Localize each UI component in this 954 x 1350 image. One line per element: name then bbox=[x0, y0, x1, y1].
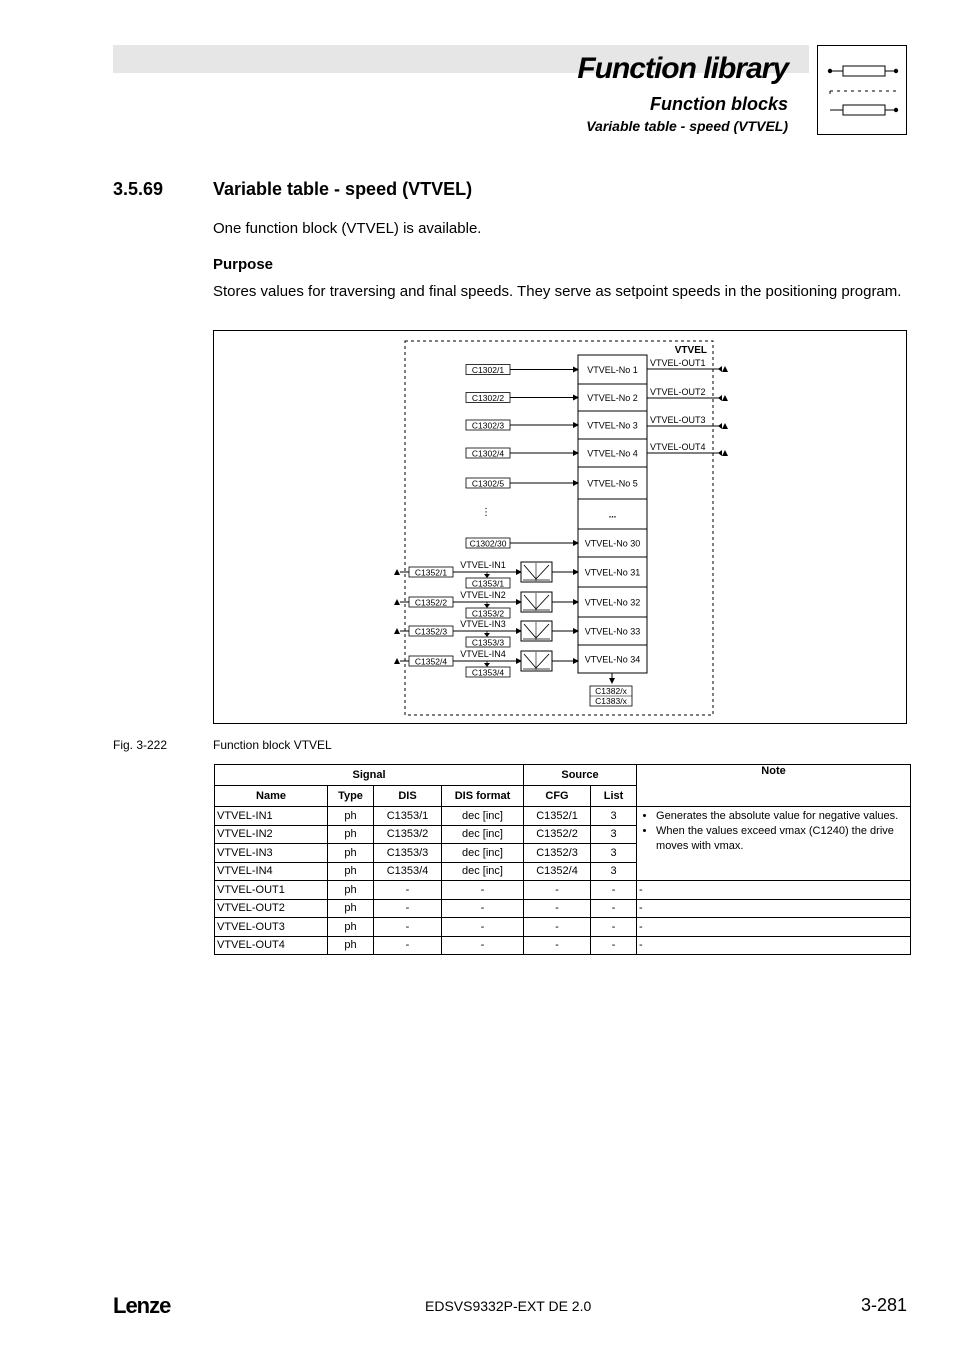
fb-name: VTVEL bbox=[674, 345, 707, 356]
col-dis: DIS bbox=[374, 786, 442, 807]
input-name: VTVEL-IN2 bbox=[460, 590, 506, 600]
table-row-label: VTVEL-No 30 bbox=[584, 538, 641, 549]
code-label: C1302/3 bbox=[471, 420, 505, 431]
input-triangle-icon bbox=[394, 658, 400, 664]
output-arrow-icon bbox=[718, 450, 722, 456]
code-label: C1302/2 bbox=[471, 393, 505, 403]
dis-arrow-icon bbox=[484, 633, 490, 637]
cfg-label: C1352/3 bbox=[414, 626, 448, 637]
header-note: Note bbox=[637, 765, 911, 807]
intro-text: One function block (VTVEL) is available. bbox=[213, 220, 482, 237]
output-arrow-icon bbox=[718, 395, 722, 401]
bottom-code-label: C1382/x bbox=[595, 686, 627, 696]
table-row-label: VTVEL-No 1 bbox=[587, 365, 638, 375]
input-name: VTVEL-IN3 bbox=[460, 619, 506, 629]
table-row-label: VTVEL-No 34 bbox=[584, 654, 641, 665]
figure-number: Fig. 3-222 bbox=[113, 738, 168, 752]
table-row-label: VTVEL-No 5 bbox=[587, 478, 638, 489]
section-title: Variable table - speed (VTVEL) bbox=[213, 179, 473, 199]
table-row: VTVEL-IN3 ph C1353/3 dec [inc] C1352/3 3 bbox=[215, 844, 911, 863]
vtvel-diagram bbox=[214, 331, 906, 723]
table-row: VTVEL-IN4 ph C1353/4 dec [inc] C1352/4 3 bbox=[215, 862, 911, 881]
dis-arrow-icon bbox=[484, 574, 490, 578]
dis-label: C1353/2 bbox=[471, 608, 505, 619]
output-triangle-icon bbox=[722, 395, 728, 401]
page-title: Function library bbox=[577, 52, 788, 85]
purpose-text: Stores values for traversing and final speeds. They serve as setpoint speeds in the positioning program. bbox=[213, 283, 902, 300]
dis-arrow-icon bbox=[484, 604, 490, 608]
output-triangle-icon bbox=[722, 450, 728, 456]
table-row: VTVEL-OUT4 ph - - - - - bbox=[215, 936, 911, 955]
function-block-icon bbox=[817, 45, 907, 135]
table-row-label: VTVEL-No 2 bbox=[587, 393, 638, 403]
section-number: 3.5.69 bbox=[113, 179, 164, 199]
output-triangle-icon bbox=[722, 423, 728, 429]
header-source: Source bbox=[524, 765, 637, 786]
table-row: VTVEL-OUT3 ph - - - - - bbox=[215, 918, 911, 937]
col-type: Type bbox=[328, 786, 374, 807]
signal-table bbox=[214, 764, 911, 955]
figure-frame bbox=[213, 330, 907, 724]
input-name: VTVEL-IN1 bbox=[460, 560, 506, 570]
document-id: EDSVS9332P-EXT DE 2.0 bbox=[425, 1298, 592, 1314]
col-name: Name bbox=[215, 786, 328, 807]
input-triangle-icon bbox=[394, 569, 400, 575]
table-row-label: VTVEL-No 3 bbox=[587, 420, 638, 431]
table-row-label: VTVEL-No 33 bbox=[584, 626, 641, 637]
table-row: VTVEL-IN2 ph C1353/2 dec [inc] C1352/2 3 bbox=[215, 825, 911, 844]
output-label: VTVEL-OUT2 bbox=[650, 387, 706, 397]
vertical-ellipsis: ⋮ bbox=[481, 507, 491, 518]
page-number: 3-281 bbox=[860, 1295, 907, 1315]
purpose-heading: Purpose bbox=[213, 256, 274, 273]
dis-label: C1353/3 bbox=[471, 637, 505, 648]
table-row: VTVEL-OUT1 ph - - - - - bbox=[215, 881, 911, 900]
code-label: C1302/5 bbox=[471, 478, 505, 489]
col-cfg: CFG bbox=[524, 786, 591, 807]
header-signal: Signal bbox=[215, 765, 524, 786]
col-dis-format: DIS format bbox=[442, 786, 524, 807]
code-label: C1302/30 bbox=[469, 538, 507, 549]
input-name: VTVEL-IN4 bbox=[460, 649, 506, 659]
cfg-label: C1352/1 bbox=[414, 567, 448, 578]
cfg-label: C1352/4 bbox=[414, 656, 448, 667]
input-triangle-icon bbox=[394, 628, 400, 634]
output-label: VTVEL-OUT4 bbox=[650, 442, 706, 452]
page-subtitle: Function blocks bbox=[649, 94, 788, 114]
col-list: List bbox=[591, 786, 637, 807]
dis-label: C1353/4 bbox=[471, 667, 505, 678]
input-triangle-icon bbox=[394, 599, 400, 605]
code-label: C1302/4 bbox=[471, 448, 505, 459]
lenze-logo: Lenze bbox=[113, 1293, 171, 1318]
note-cell bbox=[637, 807, 911, 881]
figure-caption: Function block VTVEL bbox=[213, 738, 332, 752]
note-item: • When the values exceed vmax (C1240) the drive moves with vmax. bbox=[656, 824, 906, 854]
table-row-label: VTVEL-No 32 bbox=[584, 597, 641, 608]
table-row-label: VTVEL-No 4 bbox=[587, 448, 638, 459]
table-row-label: ... bbox=[608, 509, 617, 520]
page-subsubtitle: Variable table - speed (VTVEL) bbox=[586, 118, 788, 134]
dis-label: C1353/1 bbox=[471, 578, 505, 589]
note-item: • Generates the absolute value for negative values. bbox=[656, 809, 906, 824]
output-arrow-icon bbox=[718, 366, 722, 372]
cfg-label: C1352/2 bbox=[414, 597, 448, 608]
table-row: VTVEL-IN1 ph C1353/1 dec [inc] C1352/1 3 • Generates the absolute value for negative values. • When the values exceed vmax (C1240) the drive moves with vmax. bbox=[215, 807, 911, 826]
output-arrow-icon bbox=[718, 423, 722, 429]
code-label: C1302/1 bbox=[471, 365, 505, 375]
bottom-code-label: C1383/x bbox=[595, 696, 627, 706]
table-row: VTVEL-OUT2 ph - - - - - bbox=[215, 899, 911, 918]
output-label: VTVEL-OUT1 bbox=[650, 358, 706, 368]
table-row-label: VTVEL-No 31 bbox=[584, 567, 641, 578]
output-triangle-icon bbox=[722, 366, 728, 372]
output-label: VTVEL-OUT3 bbox=[650, 415, 706, 425]
dis-arrow-icon bbox=[484, 663, 490, 667]
